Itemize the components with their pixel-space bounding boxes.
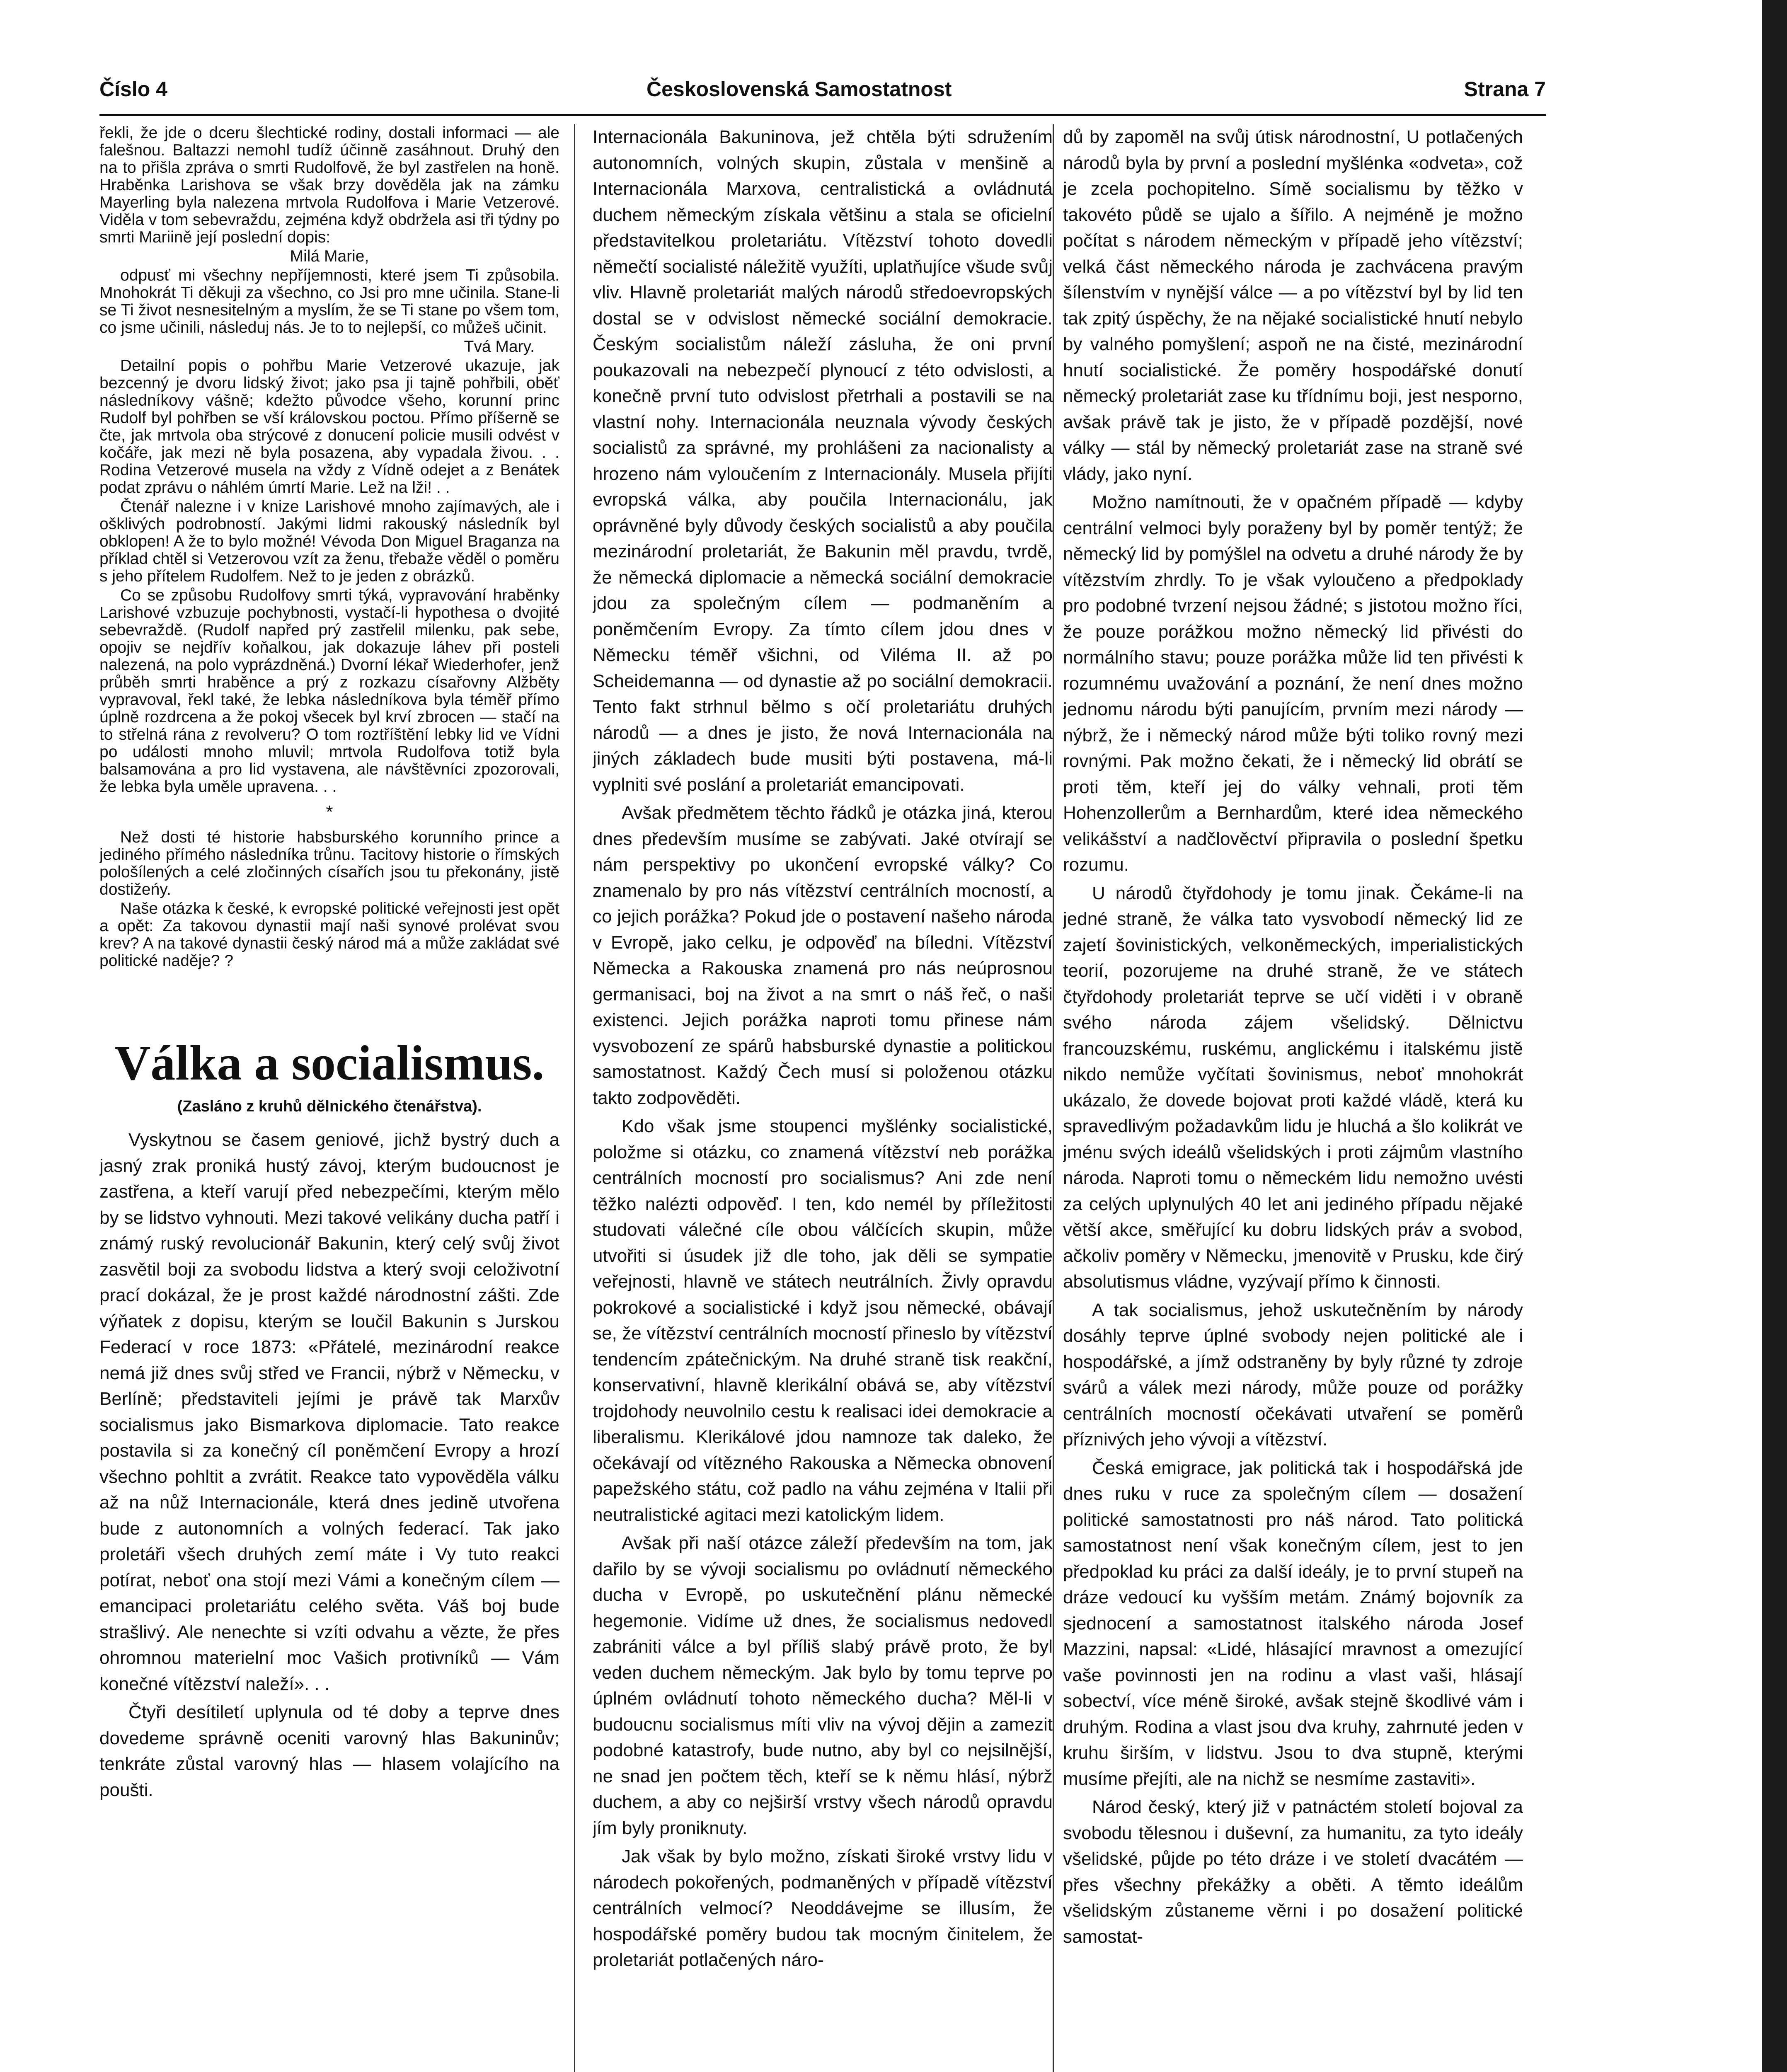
paragraph: dů by zapoměl na svůj útisk národnostní, U potlačených národů byla by první a poslední myšlénka «odveta», což je zcela pochopitelno. Símě socialismu by těžko v takovéto půdě se ujalo a šířilo. A nejméně je možno počítat s národem německým v případě jeho vítězství; velká část německého národa je zachvácena pravým šílenstvím v nynější válce — a po vítězství byl by lid ten tak zpitý úspěchy, že na nějaké socialistické hnutí nebylo by valného pomyšlení; aspoň ne na čisté, mezinárodní hnutí socialistické. Že poměry hospodářské donutí německý proletariát zase ku třídnímu boji, jest nesporno, avšak právě tak je jisto, že v případě pozdější, nové války — stál by německý proletariát zase na straně své vlády, jako nyní. [1063,127,1523,484]
masthead: Československá Samostatnost [647,77,952,101]
page-header [99,73,1546,110]
paragraph: Možno namítnouti, že v opačném případě — kdyby centrální velmoci byly poraženy byl by poměr tentýž; že německý lid by pomýšlel na odvetu a druhé národy že by vítězstvím zhrdly. To je však vyloučeno a předpoklady pro podobné tvrzení nejsou žádné; s jistotou možno říci, že pouze porážkou možno německý lid přivésti do normálního stavu; pouze porážka může lid ten přivésti k rozumnému uvažování a poznání, že není dnes možno jednomu národu býti panujícím, prvním mezi národy — nýbrž, že i německý národ může býti toliko rovný mezi rovnými. Pak možno čekati, že i německý lid obrátí se proti těm, kteří jej do války vehnali, proti těm Hohenzollerům a Bernhardům, které idea německého velikášství a nadčlověctví připravila o poslední špetku rozumu. [1063,492,1523,875]
paragraph: Kdo však jsme stoupenci myšlénky socialistické, položme si otázku, co znamená vítězství neb porážka centrálních mocností pro socialismus? Ani zde není těžko nalézti odpověď. I ten, kdo nemél by příležitosti studovati válečné cíle obou válčících skupin, může utvořiti si úsudek již dle toho, jak děli se sympatie veřejnosti, hlavně ve státech neutrálních. Živly opravdu pokrokové a socialistické i když jsou německé, obávají se, že vítězství centrálních mocností přineslo by vítězství tendencím zpátečnickým. Na druhé straně tisk reakční, konservativní, hlavně klerikální obává se, aby vítězství trojdohody neuvolnilo cestu k realisaci idei demokracie a liberalismu. Klerikálové jdou namnoze tak daleko, že očekávají od vítězného Rakouska a Německa obnovení papežského státu, což padlo na váhu zejména v Italii při neutralistické agitaci mezi katolickým lidem. [593,1116,1053,1525]
paragraph: Než dosti té historie habsburského korunního prince a jediného přímého následníka trůnu. Tacitovy historie o římských pološílených a celé zločinných císařích jsou tu překonány, jistě dostižeńy. [99,828,559,898]
paragraph: Co se způsobu Rudolfovy smrti týká, vypravování hraběnky Larishové vzbuzuje pochybnosti, vystačí-li hypothesa o dvojité sebevraždě. (Rudolf napřed prý zastřelil milenku, pak sebe, opojiv se nejdřív koňalkou, jak dokazuje láhev při posteli nalezená, na polo vyprázdněná.) Dvorní lékař Wiederhofer, jenž průběh smrti hraběnce a prý z rozkazu císařovny Alžběty vypravoval, řekl také, že lebka následníkova byla téměř přímo úplně rozdrcena a že pokoj všecek byl krví zbrocen — stačí na to střelná rána z revolveru? O tom roztříštění lebky lid ve Vídni po události mnoho mluvil; mrtvola Rudolfova totiž byla balsamována a pro lid vystavena, ale návštěvníci zpozorovali, že lebka byla uměle upravena. . . [99,586,559,796]
page-number: Strana 7 [1464,77,1546,101]
issue-number: Číslo 4 [99,77,167,101]
paragraph: Naše otázka k české, k evropské politické veřejnosti jest opět a opět: Za takovou dynastii mají naši synové prolévat svou krev? A na takové dynastii český národ má a může zakládat své politické naděje? ? [99,900,559,970]
paragraph: Národ český, který již v patnáctém století bojoval za svobodu tělesnou i duševní, za humanitu, za tyto ideály všelidské, půjde po této dráze i ve století dvacátém — přes všechny překážky a oběti. A těmto ideálům všelidským zůstaneme věrni i po dosažení politické samostat- [1063,1797,1523,1947]
letter-body: odpusť mi všechny nepříjemnosti, které jsem Ti způsobila. Mnohokrát Ti děkuji za všechno, co Jsi pro mne učinila. Stane-li se Ti život nesnesitelným a myslím, že se Ti stane po všem tom, co jsme učinili, následuj nás. Je to to nejlepší, co můžeš učinit. [99,266,559,336]
paragraph: Jak však by bylo možno, získati široké vrstvy lidu v národech pokořených, podmaněných v případě vítězství centrálních velmocí? Neoddávejme se illusím, že hospodářské poměry budou tak mocným činitelem, že proletariát potlačených náro- [593,1846,1053,1970]
paragraph: Česká emigrace, jak politická tak i hospodářská jde dnes ruku v ruce za společným cílem — dosažení politické samostatnosti pro náš národ. Tato politická samostatnost není však konečným cílem, jest to jen předpoklad ku práci za další ideály, je to první stupeň na dráze vedoucí ku vyšším metám. Známý bojovník za sjednocení a samostatnost italského národa Josef Mazzini, napsal: «Lidé, hlásající mravnost a omezující vaše povinnosti jen na rodinu a vlast vaši, hlásají sobectví, více méně široké, avšak stejně škodlivé vám i druhým. Rodina a vlast jsou dva kruhy, zahrnuté jeden v kruhu širším, v lidstvu. Jsou to dva stupně, kterými musíme přejíti, ale na nichž se nesmíme zastaviti». [1063,1457,1523,1789]
section-separator: * [326,802,333,822]
paragraph: Čtyři desítiletí uplynula od té doby a teprve dnes dovedeme správně oceniti varovný hlas Bakuninův; tenkráte zůstal varovný hlas — hlasem volajícího na poušti. [99,1702,559,1800]
article-subtitle: (Zasláno z kruhů dělnického čtenářstva). [177,1098,482,1115]
paragraph: Detailní popis o pohřbu Marie Vetzerové ukazuje, jak bezcenný je dvoru lidský život; jako psa ji tajně pohřbili, oběť následníkovy vášně; kdežto původce všeho, korunní princ Rudolf byl pohřben se vší královskou poctou. Přímo příšerně se čte, jak mrtvola oba strýcové z donucení policie musili odvést v kočáře, jak mezi ně byla posazena, aby vypadala živou. . . Rodina Vetzerové musela na vždy z Vídně odejet a z Benátek podat zprávu o náhlém úmrtí Marie. Lež na lži! . . [99,357,559,496]
header-rule [99,114,1546,116]
paragraph: řekli, že jde o dceru šlechtické rodiny, dostali informaci — ale falešnou. Baltazzi nemohl tudíž účinně zasáhnout. Druhý den na to přišla zpráva o smrti Rudolfově, že byl zastřelen na honě. Hraběnka Larishova se však brzy dověděla jak na zámku Mayerling byla nalezena mrtvola Rudolfova i Marie Vetzerové. Viděla v tom sebevraždu, zejména když obdržela asi tři týdny po smrti Mariině její poslední dopis: [99,124,559,246]
paragraph: Vyskytnou se časem geniové, jichž bystrý duch a jasný zrak proniká hustý závoj, kterým budoucnost je zastřena, a kteří varují před nebezpečími, kterým mělo by se lidstvo vyhnouti. Mezi takové velikány ducha patří i známý ruský revolucionář Bakunin, který celý svůj život zasvětil boji za svobodu lidstva a který svoji celoživotní prací dokázal, že je prost každé národnostní zášti. Zde výňatek z dopisu, kterým se loučil Bakunin s Jurskou Federací v roce 1873: «Přátelé, mezinárodní reakce nemá již dnes svůj střed ve Francii, nýbrž v Německu, v Berlíně; představiteli jejími je právě tak Marxův socialismus jako Bismarkova diplomacie. Tato reakce postavila si za konečný cíl poněmčení Evropy a hrozí všechno pohltit a zvrátit. Reakce tato vypověděla válku až na nůž Internacionále, která dnes jedině utvořena bude z autonomních a volných federací. Tak jako proletáři všech druhých zemí máte i Vy tuto reakci potírat, neboť ona stojí mezi Vámi a konečným cílem — emancipaci proletariátu celého světa. Váš boj bude strašlivý. Ale nenechte si vzíti odvahu a vězte, že přes ohromnou materielní moc Vašich protivníků — Vám konečné vítězství naleží». . . [99,1130,559,1694]
article-title: Válka a socialismus. [114,1035,545,1090]
column-1 [99,124,559,2072]
column-3 [1063,124,1523,2072]
article-body [99,1127,559,1803]
letter-greeting: Milá Marie, [290,247,369,265]
column-divider [1053,124,1054,2072]
article-continuation [99,124,559,970]
paragraph: Avšak při naší otázce záleží především na tom, jak dařilo by se vývoji socialismu po ovládnutí německého ducha v Evropě, po uskutečnění plánu německé hegemonie. Vidíme už dnes, že socialismus nedovedl zabrániti válce a byl příliš slabý právě proto, že byl veden duchem německým. Jak bylo by tomu teprve po úplném ovládnutí tohoto německého ducha? Měl-li v budoucnu socialismus míti vliv na vývoj dějin a zamezit podobné katastrofy, bude nutno, aby byl co nejsilnější, ne snad jen počtem těch, kteří se k němu hlásí, nýbrž duchem, a aby co nejširší vrstvy všech národů opravdu jím byly proniknuty. [593,1533,1053,1838]
paragraph: Internacionála Bakuninova, jež chtěla býti sdružením autonomních, volných skupin, zůstala v menšině a Internacionála Marxova, centralistická a ovládnutá duchem německým získala většinu a stala se oficielní představitelkou proletariátu. Vítězství tohoto dovedli němečtí socialisté náležitě využíti, uplatňujíce všude svůj vliv. Hlavně proletariát malých národů středoevropských dostal se v odvislost německé sociální demokracie. Českým socialistům náleží zásluha, že oni první poukazovali na nebezpečí plynoucí z této odvislosti, a konečně první tuto odvislost přetrhali a postavili se na vlastní nohy. Internacionála neuznala vývody českých socialistů za správné, my prohlášeni za nacionalisty a hrozeno nám vyloučením z Internacionály. Musela přijíti evropská válka, aby poučila Internacionálu, jak oprávněné byly důvody českých socialistů a aby poučila mezinárodní proletariát, že Bakunin měl pravdu, tvrdě, že německá diplomacie a německá sociální demokracie jdou za společným cílem — podmaněním a poněmčením Evropy. Za tímto cílem jdou dnes v Německu téměř všichni, od Viléma II. až po Scheidemanna — od dynastie až po sociální demokracii. Tento fakt strhnul bělmo s očí proletariátu druhých národů — a dnes je jisto, že nová Internacionála na jiných základech bude musiti býti postavena, má-li vyplniti své poslání a proletariát emancipovati. [593,127,1053,795]
column-divider [574,124,575,2072]
letter-signature: Tvá Mary. [464,338,535,356]
scan-edge [1762,0,1787,2072]
column-2 [593,124,1053,2072]
paragraph: Avšak předmětem těchto řádků je otázka jiná, kterou dnes především musíme se zabývati. Jaké otvírají se nám perspektivy po ukončení evropské války? Co znamenalo by pro nás vítězství centrálních mocností, a co jejich porážka? Pokud jde o postavení našeho národa v Evropě, jako celku, je odpověď na bíledni. Vítězství Německa a Rakouska znamená pro nás neúprosnou germanisaci, boj na život a na smrt o náš řeč, o naši existenci. Jejich porážka naproti tomu přinese nám vysvobození ze spárů habsburské dynastie a politickou samostatnost. Každý Čech musí si položenou otázku takto zodpověděti. [593,803,1053,1108]
paragraph: U národů čtyřdohody je tomu jinak. Čekáme-li na jedné straně, že válka tato vysvobodí německý lid ze zajetí šovinistických, velkoněmeckých, imperialistických teorií, pozorujeme na druhé straně, že ve státech čtyřdohody proletariát teprve se učí viděti i v obraně svého národa zájem všelidský. Dělnictvu francouzskému, ruskému, anglickému i italskému jistě nikdo nemůže vyčítati šovinismus, neboť mnohokrát ukázalo, že dovede bojovat proti každé vládě, která ku spravedlivým požadavkům lidu je hluchá a šlo kolikrát ve jménu svých ideálů všelidských i proti zájmům vlastního národa. Naproti tomu o německém lidu nemožno uvésti za celých uplynulých 40 let ani jediného případu nějaké větší akce, směřující ku dobru lidských práv a svobod, ačkoliv poměry v Německu, jmenovitě v Prusku, kde čirý absolutismus vládne, vyzývají přímo k činnosti. [1063,883,1523,1292]
paragraph: A tak socialismus, jehož uskutečněním by národy dosáhly teprve úplné svobody nejen politické ale i hospodářské, a jímž odstraněny by byly různé ty zdroje svárů a válek mezi národy, může pouze od porážky centrálních mocností očekávati utvaření se poměrů příznivých jeho vývoji a vítězství. [1063,1300,1523,1450]
paragraph: Čtenář nalezne i v knize Larishové mnoho zajímavých, ale i ošklivých podrobností. Jakými lidmi rakouský následník byl obklopen! A že to bylo možné! Vévoda Don Miguel Braganza na příklad chtěl si Vetzerovou vzít za ženu, třebaže věděl o poměru s jeho přítelem Rudolfem. Než to je jeden z obrázků. [99,498,559,585]
